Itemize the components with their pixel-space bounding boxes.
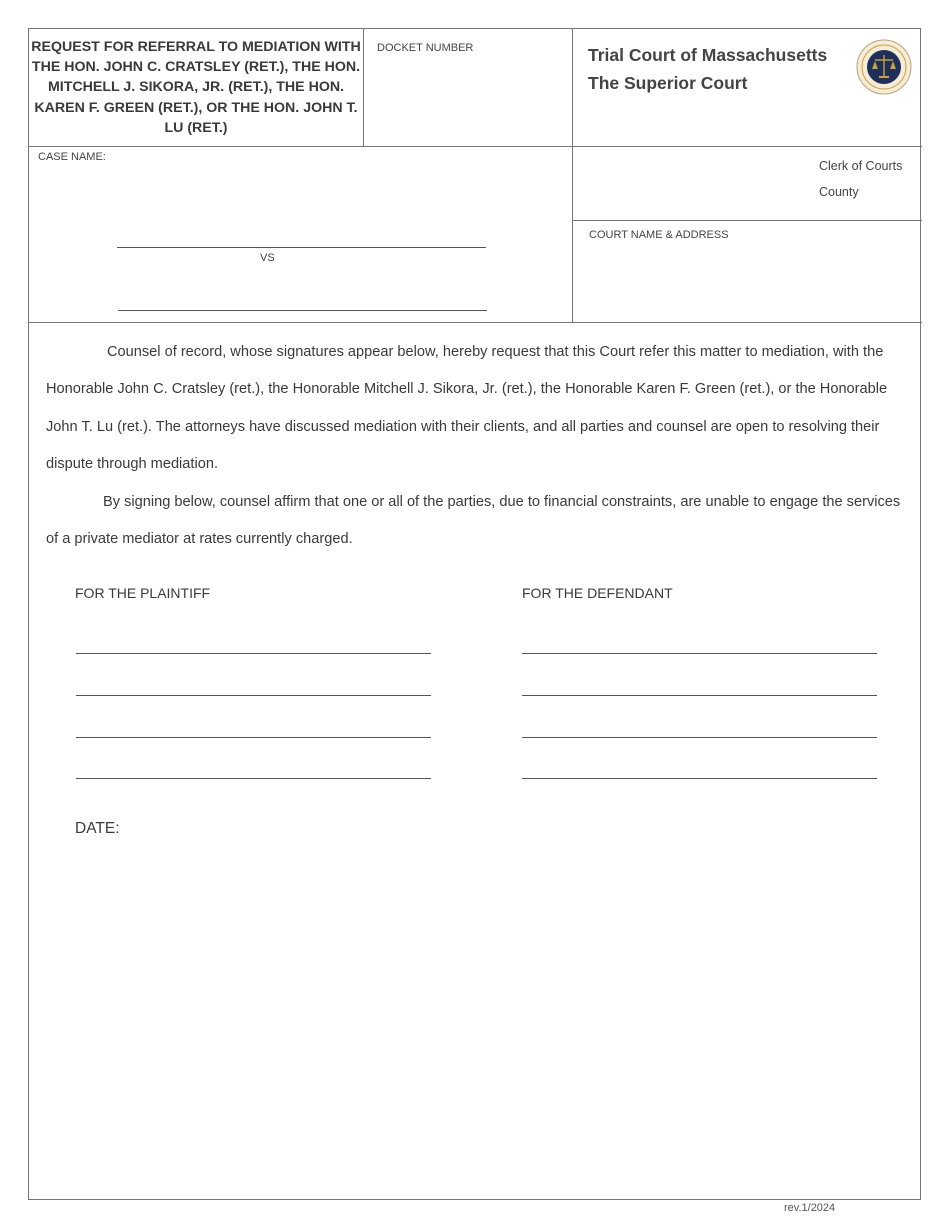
defendant-signature-line-2[interactable] bbox=[522, 695, 877, 696]
defendant-label: FOR THE DEFENDANT bbox=[522, 585, 673, 601]
plaintiff-signature-line-2[interactable] bbox=[76, 695, 431, 696]
form-container bbox=[28, 28, 921, 1200]
date-label: DATE: bbox=[75, 820, 120, 837]
case-divider bbox=[29, 322, 922, 323]
court-header bbox=[573, 29, 922, 146]
court-title-line2: The Superior Court bbox=[588, 73, 748, 93]
request-paragraph-1: Counsel of record, whose signatures appear below, hereby request that this Court refer this matter to mediation, with the Honorable John C. Cratsley (ret.), the Honorable Mitchell J. Sikora, Jr. (ret.), the Honorable Karen F. Green (ret.), or the Honorable John T. Lu (ret.). The attorneys have discussed mediation with their clients, and all parties and counsel are open to resolving their dispute through mediation. bbox=[46, 344, 888, 473]
vs-label: VS bbox=[260, 252, 275, 264]
court-address-cell[interactable] bbox=[573, 221, 922, 322]
defendant-signature-line-3[interactable] bbox=[522, 737, 877, 738]
docket-cell[interactable] bbox=[364, 29, 573, 146]
plaintiff-signature-line-4[interactable] bbox=[76, 778, 431, 779]
case-name-cell[interactable] bbox=[29, 147, 573, 322]
plaintiff-signature-line-1[interactable] bbox=[76, 653, 431, 654]
county-label: County bbox=[819, 185, 859, 199]
defendant-name-line[interactable] bbox=[118, 310, 487, 311]
plaintiff-signature-line-3[interactable] bbox=[76, 737, 431, 738]
request-paragraph-2: By signing below, counsel affirm that one or all of the parties, due to financial constraints, are unable to engage the services of a private mediator at rates currently charged. bbox=[46, 493, 901, 548]
court-title-line1: Trial Court of Massachusetts bbox=[588, 45, 828, 65]
plaintiff-name-line[interactable] bbox=[117, 247, 486, 248]
court-title bbox=[588, 41, 827, 97]
revision-label: rev.1/2024 bbox=[784, 1202, 836, 1214]
form-title-cell bbox=[29, 29, 364, 146]
court-address-label: COURT NAME & ADDRESS bbox=[589, 229, 729, 241]
form-title: REQUEST FOR REFERRAL TO MEDIATION WITH THE HON. JOHN C. CRATSLEY (RET.), THE HON. MITCHELL J. SIKORA, JR. (RET.), THE HON. KAREN F. GREEN (RET.), OR THE HON. JOHN T. LU (RET.) bbox=[31, 38, 361, 136]
docket-number-label: DOCKET NUMBER bbox=[377, 42, 474, 54]
seal-icon bbox=[856, 39, 912, 95]
defendant-signature-line-4[interactable] bbox=[522, 778, 877, 779]
request-body bbox=[46, 334, 906, 558]
clerk-cell[interactable] bbox=[573, 147, 922, 221]
plaintiff-label: FOR THE PLAINTIFF bbox=[75, 585, 211, 601]
case-name-label: CASE NAME: bbox=[38, 151, 106, 163]
defendant-signature-line-1[interactable] bbox=[522, 653, 877, 654]
clerk-of-courts-label: Clerk of Courts bbox=[819, 159, 903, 173]
